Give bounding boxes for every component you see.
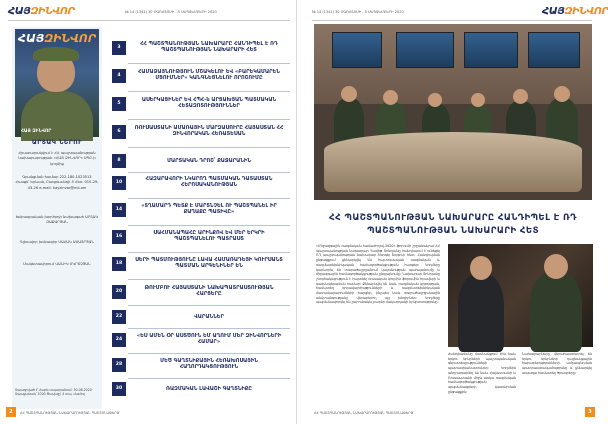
toc-page-num: 24 [112, 333, 126, 347]
toc-title: ԱՍԵՐԿԱՑԻՆԵՐ ԵՎ ՀՊՀ-ն ԱՐՑԱԽՅԱՆ ՊԱՏՄԱԿԱՆ ՀԵՏԱԶՈՏՈՒԹՅՈՒՆՆԵՐ [141, 97, 277, 110]
photo-head [470, 256, 492, 280]
issue-line: № 14 (1341) 30 ՕԳՈՍՏՈՍԻ - 5 ՍԵՊՏԵՄԲԵՐԻ 2020 [125, 10, 217, 14]
cover-name: ԱՐՏԱԿ ՆԵՐՈՒ [31, 139, 83, 146]
soldier-beret [33, 47, 79, 61]
page-footer: ՀՀ ՊԱՇՏՊԱՆՈՒԹՅԱՆ ՆԱԽԱՐԱՐՈՒԹՅԱՆ ՊԱՇՏՈՆԱԹԵՐԹ [20, 411, 120, 415]
header-divider [8, 20, 290, 21]
toc-title: «ԵՍ ԱՄԵՆ ՕՐ ԱՍՏԾՈՒՆ ԵՄ ԱՂՈՒՄ ՄԵՐ ԶԻՆՎՈՐՆԵՐԻ ՀԱՄԱՐ» [136, 333, 282, 346]
toc-title: ՄԵԾ ԳԱՂՏՆԻՔԱՅԻՆ ՀԵՌԱԽՈՍԱՅԻՆ ՀԱՂՈՐԴԱԿՑՈՒԹՅՈՒՆ [160, 358, 258, 371]
photo-screen [332, 32, 382, 68]
page-number: 3 [585, 407, 595, 417]
toc-page-num: 18 [112, 257, 126, 271]
toc-page-num: 8 [112, 154, 126, 168]
toc-divider [128, 119, 290, 120]
toc-page-num: 22 [112, 310, 126, 324]
toc-title: ՄԱՐՏԱԿԱՆ ԴՐՈՇ՝ ՔԱՋԱՐԱՆԻՆ [167, 158, 251, 164]
photo-screen [528, 32, 580, 68]
photo-person [530, 272, 582, 352]
toc-divider [128, 305, 290, 306]
toc-title: ՍԱՀՄԱՆԱՊԱՀԸ ԱՐԻՆՔՈՎ ԵՎ ՄԵՐ ԵՐԿՐԻ ՊԱՇՏՊԱՆԵԼՈՒ ՊԱՏՐԱՍՏ [153, 230, 265, 243]
contact-info: Գրանցման համար 222.180.1023513 Հասցե՝ Երևան, Բագրևանդի 5 Հեռ. 010-29-43-26 e-mail: hayzinvor@mil.am [15, 175, 99, 190]
photo-head [471, 93, 485, 107]
meeting-photo [314, 24, 592, 200]
toc-divider [128, 279, 290, 280]
toc-title: ԹՈՒՄԲՈՒ ՀԱՅԱՍՏԱՆԻ ՆԱԽԱՊԱՏՐԱՍՏՈՒԹՅԱՆ ՀԱՐՑԵՐԸ [144, 285, 274, 298]
handshake-photo [448, 244, 593, 347]
photo-screen [396, 32, 454, 68]
toc-divider [128, 147, 290, 148]
article-column-2: Հանդիպմանը մասնակցում էին նաև երկու երկրների պաշտպանական գերատեսչությունների պատասխանատուներ: Կողմերն անդրադարձել են նաև Հայաստանի և Ռուսաստանի միջև առկա ռազմական համագործակցության պայմանագրերի կատարման ընթացքին: [448, 352, 516, 394]
toc-title: ՀԱԶԱՐԱՎՈՐԻ ՆԿԱՐՈՂ ՊԱՏՄԱԿԱՆ ԴԱՏԱՍՏԱՆ ՀԵՐՈՍԱԿԱՆՈՒԹՅԱՆ [145, 176, 273, 189]
photo-head [513, 89, 528, 104]
masthead-logo: ՀԱՅԶԻՆՎՈՐ [542, 6, 608, 17]
toc-page-num: 5 [112, 97, 126, 111]
toc-divider [128, 172, 290, 173]
toc-title: «ՏՂԱՄԱՐԴ ՊԵՏՔ Է ՄԱՐՏՆՉԵԼ ՈՒ ՊԱՇՏՊԱՆԵԼ ԻՐ ՔԱՂԱՔԸ ՊԱՏԻՎԸ» [141, 203, 277, 216]
print-info: Տպագրված է՝ Հաբե տպարանում: 30.08.2020 Տպաքանակ՝ 1000 Ծավալը՝ 4 տպ. մամուլ [15, 388, 92, 397]
toc-page-num: 14 [112, 203, 126, 217]
toc-page-num: 4 [112, 69, 126, 83]
layout-credit: Մակետավորում ՎԱՆԻԿ ՄԿՐՏՉՅԱՆ [23, 262, 91, 266]
toc-title: ՎԱՐԱՆՆԵՐ [194, 314, 224, 320]
photo-screen [464, 32, 518, 68]
chief-editor: Գլխավոր խմբագիր ՍԱՀԱԿ ԱՍԱՏՐՅԱՆ [20, 240, 94, 244]
toc-divider [128, 378, 290, 379]
cover-thumbnail[interactable] [15, 29, 99, 137]
toc-divider [128, 198, 290, 199]
toc-divider [128, 225, 290, 226]
photo-head [554, 86, 570, 102]
masthead-logo: ՀԱՅԶԻՆՎՈՐ [8, 6, 75, 17]
article-column-1: «Միջազգային ռազմական համաժողով-2020» ֆորումի շրջանակում ՀՀ պաշտպանության նախարար Դավիթ Տոնոյանը հանդիպում է ունեցել ՌԴ պաշտպանության նախարար Սերգեյ Շոյգուի հետ: Հանդիպման ընթացքում քննարկվել են հայ-ռուսական ռազմական և ռազմատեխնիկական համագործակցության հարցեր: Կողմերը կարևորել են տարածաշրջանում կայունության պահպանումը և միջազգային համագործակցության ընդլայնումը: Նախարար Տոնոյանը շնորհակալություն է հայտնել ռուսական կողմին ֆորումին հրավերի և կազմակերպման համար: Քննարկվել են նաև ռազմական կրթության, համատեղ զորավարժությունների և ռազմատեխնիկական մատակարարումների հարցեր, ինչպես նաև տարածաշրջանային անվտանգությանը վերաբերող այլ խնդիրներ: Կողմերը պայմանավորվել են շարունակել բարձր մակարդակի երկխոսությունը: [316, 244, 440, 305]
toc-page-num: 28 [112, 358, 126, 372]
photo-head [383, 90, 398, 105]
toc-page-num: 10 [112, 176, 126, 190]
toc-title: ՌՈՒՍԱՍՏԱՆԻ ԱՄԱՌԱՅԻՆ ՄԱՐԶԱՍՈՒՐԸ ՀԱՅԱՍՏԱՆ ՀՀ ԶԻՆՎՈՐԱԿԱՆ ՀԵՌԱՏԵՍԱՆ [134, 125, 284, 138]
article-column-3: Նախարարները վերահաստատել են երկու երկրների դաշնակցային հարաբերությունների ամրապնդման պատրաստակամությունը և քննարկել ապագա համատեղ ծրագրերը: [522, 352, 592, 375]
toc-title: ՌԱԶՄԱԿԱՆ ԼԱՎԱՇԻ ԳԱՂՏՆԻՔԸ [166, 386, 252, 392]
toc-title: ՍԵՐԻ ՊԱՏՄՈՒԹՅՈՒՆԸ ԼԱՎԱ ՀԱՄԱՌԱԴԵՅԻ ԿՈՒՐՍԱՆՏ ՊԱՏՄԱՆ ԱՐԳԵՆԻՆԵՐ ԵՆ [135, 257, 283, 270]
toc-divider [128, 328, 290, 329]
photo-head [341, 86, 357, 102]
toc-divider [128, 353, 290, 354]
toc-page-num: 20 [112, 285, 126, 299]
toc-divider [128, 91, 290, 92]
cover-logo: ՀԱՅԶԻՆՎՈՐ [18, 32, 96, 45]
toc-page-num: 6 [112, 125, 126, 139]
toc-divider [128, 63, 290, 64]
left-page [0, 0, 297, 424]
cover-caption: ՀԱՅ ԶԻՆՎՈՐ [21, 129, 52, 134]
board-chair: Խմբագրական խորհրդի նախագահ ԱՐՏԱԿ ԶԱՔԱՐՅԱՆ [15, 215, 99, 225]
page-footer: ՀՀ ՊԱՇՏՊԱՆՈՒԹՅԱՆ ՆԱԽԱՐԱՐՈՒԹՅԱՆ ՊԱՇՏՈՆԱԹԵՐԹ [314, 411, 414, 415]
toc-title: ՀՀ ՊԱՇՏՊԱՆՈՒԹՅԱՆ ՆԱԽԱՐԱՐԸ ՀԱՆԴԻՊԵԼ Է ՌԴ ՊԱՇՏՊԱՆՈՒԹՅԱՆ ՆԱԽԱՐԱՐԻ ՀԵՏ [140, 41, 278, 54]
toc-title: ՀԱՄԱՁԱՅՆՈՒԹՅՈՒՆ ՄՇԱԿԵԼՈՒ ԵՎ «ԲԱՐԵԿԱՄԱՐԵՆ ՄՑՈՒՄՆԵՐ» ԿԱՆԳՆԵՑՆԵԼՈՒ ՈՐՈՇՈՒՄԸ [138, 69, 280, 82]
issue-line: № 14 (1341) 30 ՕԳՈՍՏՈՍԻ - 5 ՍԵՊՏԵՄԲԵՐԻ 2020 [312, 10, 404, 14]
article-title: ՀՀ ՊԱՇՏՊԱՆՈՒԹՅԱՆ ՆԱԽԱՐԱՐԸ ՀԱՆԴԻՊԵԼ Է ՌԴ ՊԱՇՏՊԱՆՈՒԹՅԱՆ ՆԱԽԱՐԱՐԻ ՀԵՏ [329, 213, 577, 236]
photo-head [428, 93, 442, 107]
page-number: 2 [6, 407, 16, 417]
publisher-info: Հրատարակվում է ՀՀ պաշտպանության նախարարության «ՀԱՅ ԶԻՆՎՈՐ» ՍՊԸ-ի կողմից [18, 151, 96, 166]
toc-page-num: 3 [112, 41, 126, 55]
toc-page-num: 16 [112, 230, 126, 244]
toc-page-num: 30 [112, 382, 126, 396]
header-divider [312, 20, 592, 21]
photo-person [458, 274, 504, 352]
photo-head [544, 254, 568, 279]
photo-table [324, 132, 582, 192]
toc-divider [128, 252, 290, 253]
